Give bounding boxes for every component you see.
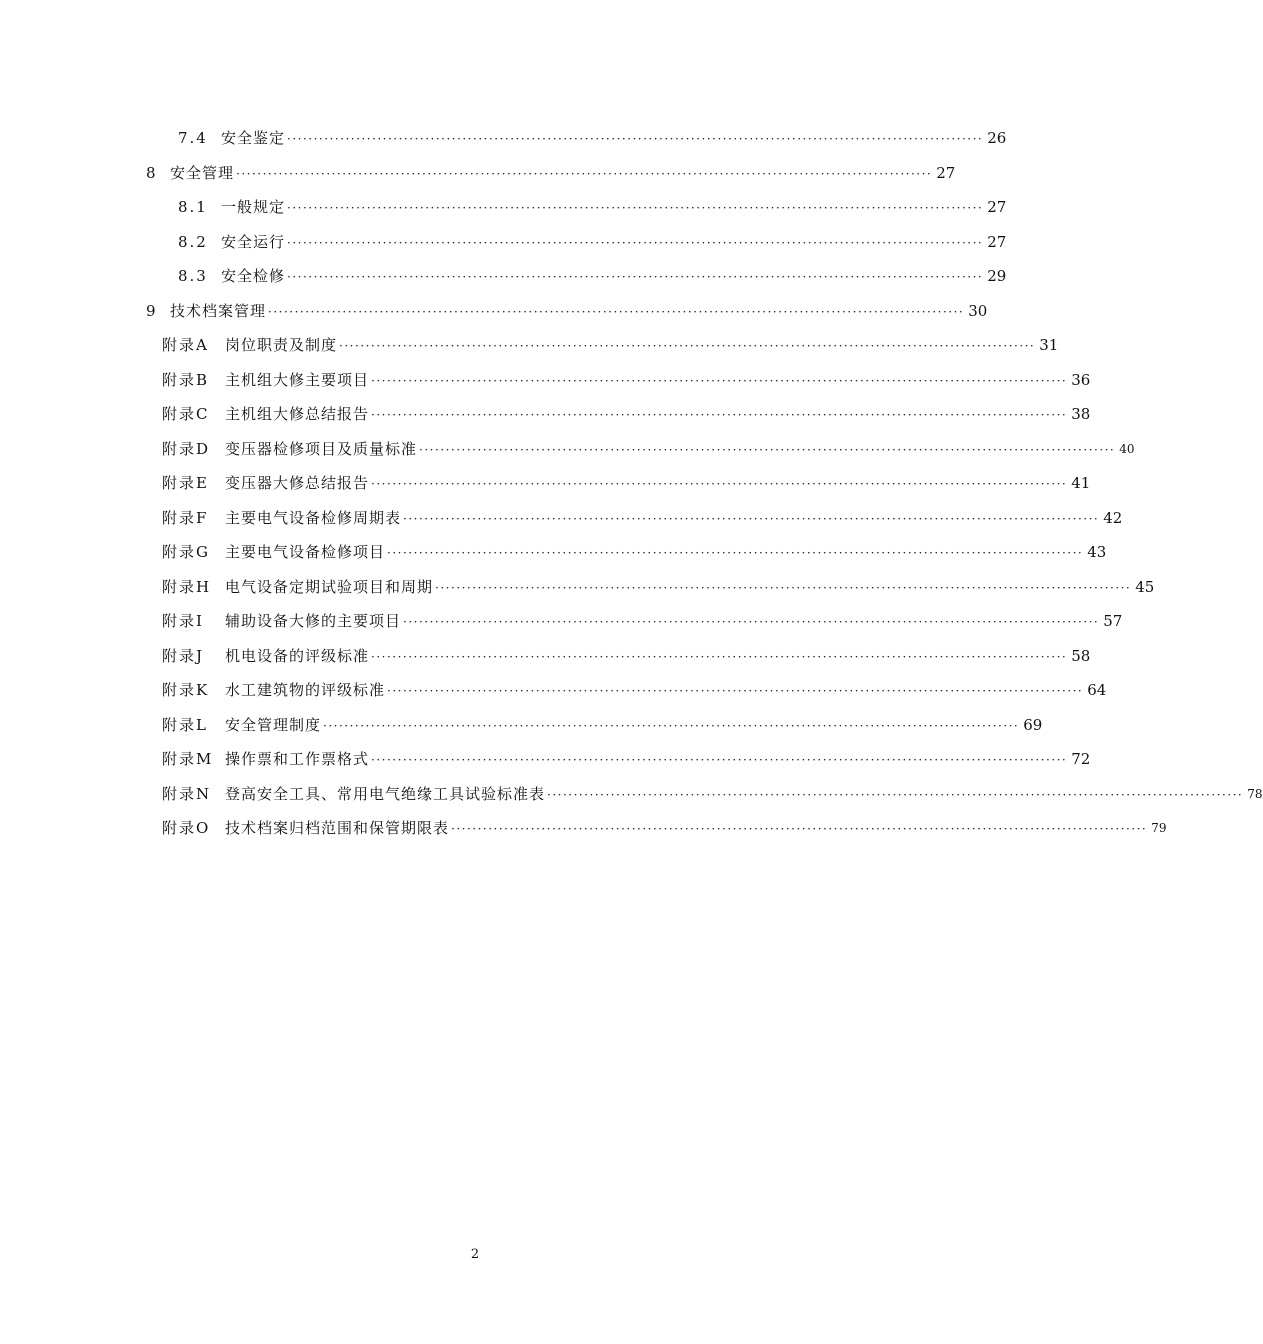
toc-entry-title: 变压器大修总结报告 — [225, 474, 370, 492]
toc-entry-page: 57 — [1103, 612, 1123, 630]
dot-leader: ··································································································································· — [371, 408, 1068, 422]
toc-entry-body — [225, 673, 1107, 708]
toc-entry-number: 8 — [146, 163, 158, 182]
toc-entry-title: 主机组大修主要项目 — [225, 370, 370, 389]
toc-entry-title: 岗位职责及制度 — [225, 336, 338, 354]
toc-entry-number: 附录L — [162, 715, 208, 734]
dot-leader: ··································································································································· — [403, 615, 1100, 629]
toc-entry-number: 附录K — [162, 681, 210, 699]
dot-leader: ··································································································································· — [371, 753, 1068, 767]
toc-entry[interactable] — [0, 225, 1007, 260]
toc-entry-title: 主机组大修总结报告 — [225, 405, 370, 423]
toc-entry[interactable] — [0, 535, 1107, 570]
dot-leader: ··································································································································· — [287, 201, 984, 215]
toc-entry-title: 安全管理制度 — [225, 715, 322, 734]
toc-entry-body — [225, 639, 1091, 674]
toc-entry-body — [225, 466, 1091, 501]
toc-entry[interactable] — [0, 328, 1059, 363]
toc-entry[interactable] — [0, 121, 1007, 156]
toc-entry-page: 64 — [1087, 681, 1107, 699]
toc-entry-page: 42 — [1103, 508, 1123, 527]
dot-leader: ··································································································································· — [403, 511, 1100, 526]
toc-entry-number: 附录E — [162, 474, 209, 492]
toc-entry[interactable] — [0, 156, 956, 191]
toc-entry-number: 7.4 — [178, 129, 208, 147]
toc-entry-title: 操作票和工作票格式 — [225, 750, 370, 768]
toc-entry-page: 69 — [1023, 715, 1043, 734]
toc-entry-number: 附录B — [162, 370, 210, 389]
dot-leader: ··································································································································· — [387, 684, 1084, 698]
toc-entry-number: 附录O — [162, 819, 211, 837]
toc-entry[interactable] — [0, 397, 1091, 432]
toc-entry[interactable] — [0, 432, 1135, 467]
toc-entry-body — [221, 225, 1007, 260]
toc-entry-page: 40 — [1119, 441, 1135, 456]
toc-entry-title: 辅助设备大修的主要项目 — [225, 612, 402, 630]
toc-entry-body — [170, 294, 988, 329]
toc-entry[interactable] — [0, 708, 1043, 743]
dot-leader: ··································································································································· — [435, 580, 1132, 595]
toc-entry-page: 27 — [936, 163, 956, 182]
dot-leader: ··································································································································· — [236, 166, 933, 181]
dot-leader: ··································································································································· — [339, 339, 1036, 353]
toc-entry-body — [221, 190, 1007, 225]
toc-entry[interactable] — [0, 363, 1091, 398]
toc-entry-body — [225, 811, 1167, 846]
toc-entry[interactable] — [0, 777, 1263, 812]
toc-entry[interactable] — [0, 501, 1123, 536]
toc-entry-page: 31 — [1039, 336, 1059, 354]
toc-entry-title: 安全检修 — [221, 267, 286, 285]
dot-leader: ··································································································································· — [387, 546, 1084, 560]
toc-entry-title: 安全管理 — [170, 163, 235, 182]
page-number: 2 — [470, 1247, 480, 1262]
toc-entry-title: 安全运行 — [221, 232, 286, 251]
toc-entry-page: 41 — [1071, 474, 1091, 492]
toc-entry-title: 一般规定 — [221, 198, 286, 216]
dot-leader: ··································································································································· — [323, 718, 1020, 733]
toc-entry-number: 附录M — [162, 750, 214, 768]
toc-entry-number: 附录G — [162, 543, 210, 561]
toc-entry[interactable] — [0, 673, 1107, 708]
toc-entry-number: 附录J — [162, 646, 205, 665]
toc-entry-page: 27 — [987, 232, 1007, 251]
dot-leader: ··································································································································· — [419, 442, 1116, 457]
dot-leader: ··································································································································· — [451, 822, 1148, 836]
toc-entry-number: 附录I — [162, 612, 204, 630]
toc-entry-body — [225, 604, 1123, 639]
toc-entry-number: 附录N — [162, 784, 212, 803]
toc-entry-title: 主要电气设备检修周期表 — [225, 508, 402, 527]
toc-entry-body — [225, 535, 1107, 570]
toc-entry-body — [225, 432, 1135, 467]
dot-leader: ··································································································································· — [371, 477, 1068, 491]
toc-entry-number: 8.3 — [178, 267, 208, 285]
toc-entry-page: 26 — [987, 129, 1007, 147]
toc-entry-page: 58 — [1071, 646, 1091, 665]
toc-entry-body — [225, 363, 1091, 398]
toc-entry-page: 78 — [1247, 786, 1263, 801]
toc-entry[interactable] — [0, 742, 1091, 777]
toc-entry-page: 72 — [1071, 750, 1091, 768]
toc-entry-number: 附录A — [162, 336, 209, 354]
toc-entry-page: 38 — [1071, 405, 1091, 423]
toc-entry-title: 安全鉴定 — [221, 129, 286, 147]
toc-entry-page: 45 — [1135, 577, 1155, 596]
dot-leader: ··································································································································· — [547, 787, 1244, 802]
toc-entry[interactable] — [0, 294, 988, 329]
dot-leader: ··································································································································· — [371, 373, 1068, 388]
toc-entry-body — [225, 742, 1091, 777]
dot-leader: ··································································································································· — [287, 270, 984, 284]
toc-entry-number: 8.1 — [178, 198, 208, 216]
toc-entry-body — [225, 708, 1043, 743]
toc-entry-body — [225, 777, 1263, 812]
toc-entry-body — [225, 328, 1059, 363]
toc-entry-body — [225, 501, 1123, 536]
toc-entry-body — [221, 259, 1007, 294]
toc-entry[interactable] — [0, 190, 1007, 225]
toc-entry-page: 29 — [987, 267, 1007, 285]
dot-leader: ··································································································································· — [287, 235, 984, 250]
dot-leader: ··································································································································· — [287, 132, 984, 146]
toc-entry-title: 水工建筑物的评级标准 — [225, 681, 386, 699]
toc-entry-body — [170, 156, 956, 191]
toc-entry-title: 主要电气设备检修项目 — [225, 543, 386, 561]
toc-entry[interactable] — [0, 570, 1155, 605]
toc-entry[interactable] — [0, 259, 1007, 294]
toc-entry-number: 8.2 — [178, 232, 208, 251]
toc-entry[interactable] — [0, 811, 1167, 846]
toc-entry-body — [225, 570, 1155, 605]
dot-leader: ··································································································································· — [371, 649, 1068, 664]
dot-leader: ··································································································································· — [268, 304, 965, 319]
toc-entry[interactable] — [0, 639, 1091, 674]
toc-entry-title: 技术档案归档范围和保管期限表 — [225, 819, 450, 837]
toc-entry-number: 9 — [146, 301, 158, 320]
toc-entry-page: 27 — [987, 198, 1007, 216]
toc-entry[interactable] — [0, 466, 1091, 501]
toc-entry-body — [221, 121, 1007, 156]
toc-entry-number: 附录H — [162, 577, 212, 596]
toc-entry-number: 附录F — [162, 508, 209, 527]
toc-entry-title: 电气设备定期试验项目和周期 — [225, 577, 434, 596]
toc-entry[interactable] — [0, 604, 1123, 639]
toc-entry-title: 技术档案管理 — [170, 301, 267, 320]
toc-entry-title: 登高安全工具、常用电气绝缘工具试验标准表 — [225, 784, 546, 803]
toc-entry-page: 30 — [968, 301, 988, 320]
toc-entry-page: 43 — [1087, 543, 1107, 561]
toc-entry-title: 机电设备的评级标准 — [225, 646, 370, 665]
toc-entry-title: 变压器检修项目及质量标准 — [225, 439, 418, 458]
table-of-contents — [0, 121, 1263, 846]
toc-entry-body — [225, 397, 1091, 432]
toc-entry-number: 附录D — [162, 439, 211, 458]
toc-entry-page: 79 — [1151, 821, 1167, 835]
toc-entry-number: 附录C — [162, 405, 210, 423]
toc-entry-page: 36 — [1071, 370, 1091, 389]
